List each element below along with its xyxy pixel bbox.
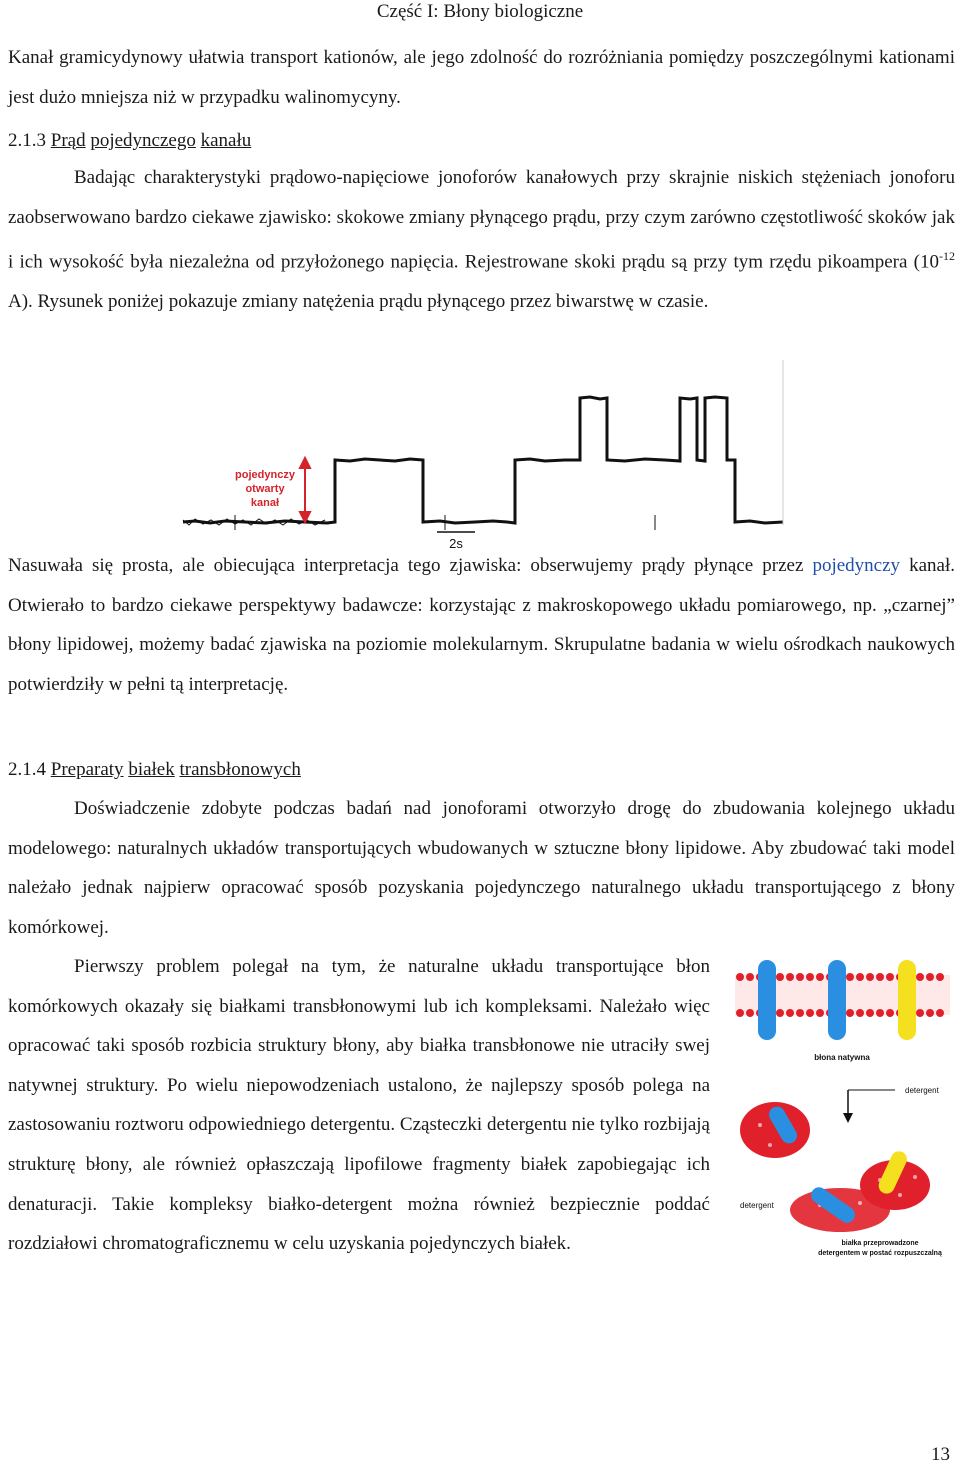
header-title: Część I: Błony biologiczne — [376, 1, 584, 22]
caption-line-2: detergentem w postać rozpuszczalną — [818, 1250, 942, 1257]
section-title-word: Preparaty — [50, 759, 124, 780]
paragraph-detergent: Pierwszy problem polegał na tym, że naturalne układu transportujące błon komórkowych okazały się białkami transbłonowymi lub ich kompleksami. Należało więc opracować taki sposób rozbicia struktury błony, aby białka transbłonowe nie utraciły swej natywnej struktury. Po wielu niepowodzeniach ustalono, że najlepszy sposób polega na zastosowaniu roztworu odpowiedniego detergentu. Cząsteczki detergentu nie tylko rozbijają strukturę błony, ale również opłaszczają lipofilowe fragmenty białek zapobiegając ich denaturacji. Takie kompleksy białko-detergent można również bezpiecznie poddać rozdziałowi chromatograficznemu w celu uzyskania pojedynczych białek. — [8, 956, 710, 1255]
section-number: 2.1.3 — [8, 130, 46, 151]
label-detergent-arrow: detergent — [905, 1086, 939, 1095]
section-heading-2-1-3 — [8, 129, 251, 153]
protein-blue-1 — [758, 960, 776, 1040]
micelles — [740, 1102, 930, 1232]
label-native-membrane: błona natywna — [814, 1053, 870, 1062]
paragraph-single-channel: Badając charakterystyki prądowo-napięciowe jonoforów kanałowych przy skrajnie niskich stężeniach jonoforu zaobserwowano bardzo ciekawe zjawisko: skokowe zmiany płynącego prądu, przy czym zarówno częstotliwość skoków jak i ich wysokość była niezależna od przyłożonego napięcia. Rejestrowane skoki prądu są przy tym rzędu pikoampera ($10^{-12}$ A). Rysunek poniżej pokazuje zmiany natężenia prądu płynącego przez biwarstwę w czasie. — [8, 167, 955, 313]
label-line-3: kanał — [250, 497, 280, 509]
label-line-1: pojedynczy — [235, 469, 295, 481]
protein-blue-2 — [828, 960, 846, 1040]
section-title-word: Prąd — [50, 130, 86, 151]
section-title-word: białek — [128, 759, 175, 780]
label-line-2: otwarty — [245, 483, 285, 495]
native-membrane — [735, 960, 950, 1062]
label-detergent: detergent — [740, 1201, 774, 1210]
time-scale-label: 2s — [449, 536, 463, 551]
section-title-word: kanału — [200, 130, 252, 151]
channel-label — [235, 469, 296, 509]
page-number: 13 — [931, 1444, 950, 1465]
single-channel-term: pojedynczy — [812, 555, 901, 576]
current-trace-figure — [175, 360, 795, 555]
membrane-detergent-figure — [730, 955, 955, 1285]
protein-yellow — [898, 960, 916, 1040]
superscript: -12 — [939, 249, 955, 264]
section-heading-2-1-4 — [8, 758, 301, 782]
section-title-word: transbłonowych — [179, 759, 301, 780]
detergent-arrow — [843, 1086, 940, 1123]
amplitude-arrow — [300, 458, 310, 522]
running-header — [0, 0, 960, 24]
section-title-word: pojedynczego — [90, 130, 196, 151]
paragraph-interpretation: Nasuwała się prosta, ale obiecująca interpretacja tego zjawiska: obserwujemy prądy płynące przez pojedynczy kanał. Otwierało to bardzo ciekawe perspektywy badawcze: korzystając z makroskopowego układu pomiarowego, np. „czarnej” błony lipidowej, możemy badać zjawiska na poziomie molekularnym. Skrupulatne badania w wielu ośrodkach naukowych potwierdziły w pełni tą interpretację. — [8, 555, 955, 695]
caption-line-1: białka przeprowadzone — [841, 1240, 919, 1247]
section-number: 2.1.4 — [8, 759, 46, 780]
paragraph-gramicidin: Kanał gramicydynowy ułatwia transport kationów, ale jego zdolność do rozróżniania pomiędzy poszczególnymi kationami jest dużo mniejsza niż w przypadku walinomycyny. — [8, 47, 955, 108]
paragraph-preparations: Doświadczenie zdobyte podczas badań nad jonoforami otworzyło drogę do zbudowania kolejnego układu modelowego: naturalnych układów transportujących wbudowanych w sztuczne błony lipidowe. Aby zbudować taki model należało jednak najpierw opracować sposób pozyskania pojedynczego naturalnego układu transportującego z błony komórkowej. — [8, 798, 955, 938]
